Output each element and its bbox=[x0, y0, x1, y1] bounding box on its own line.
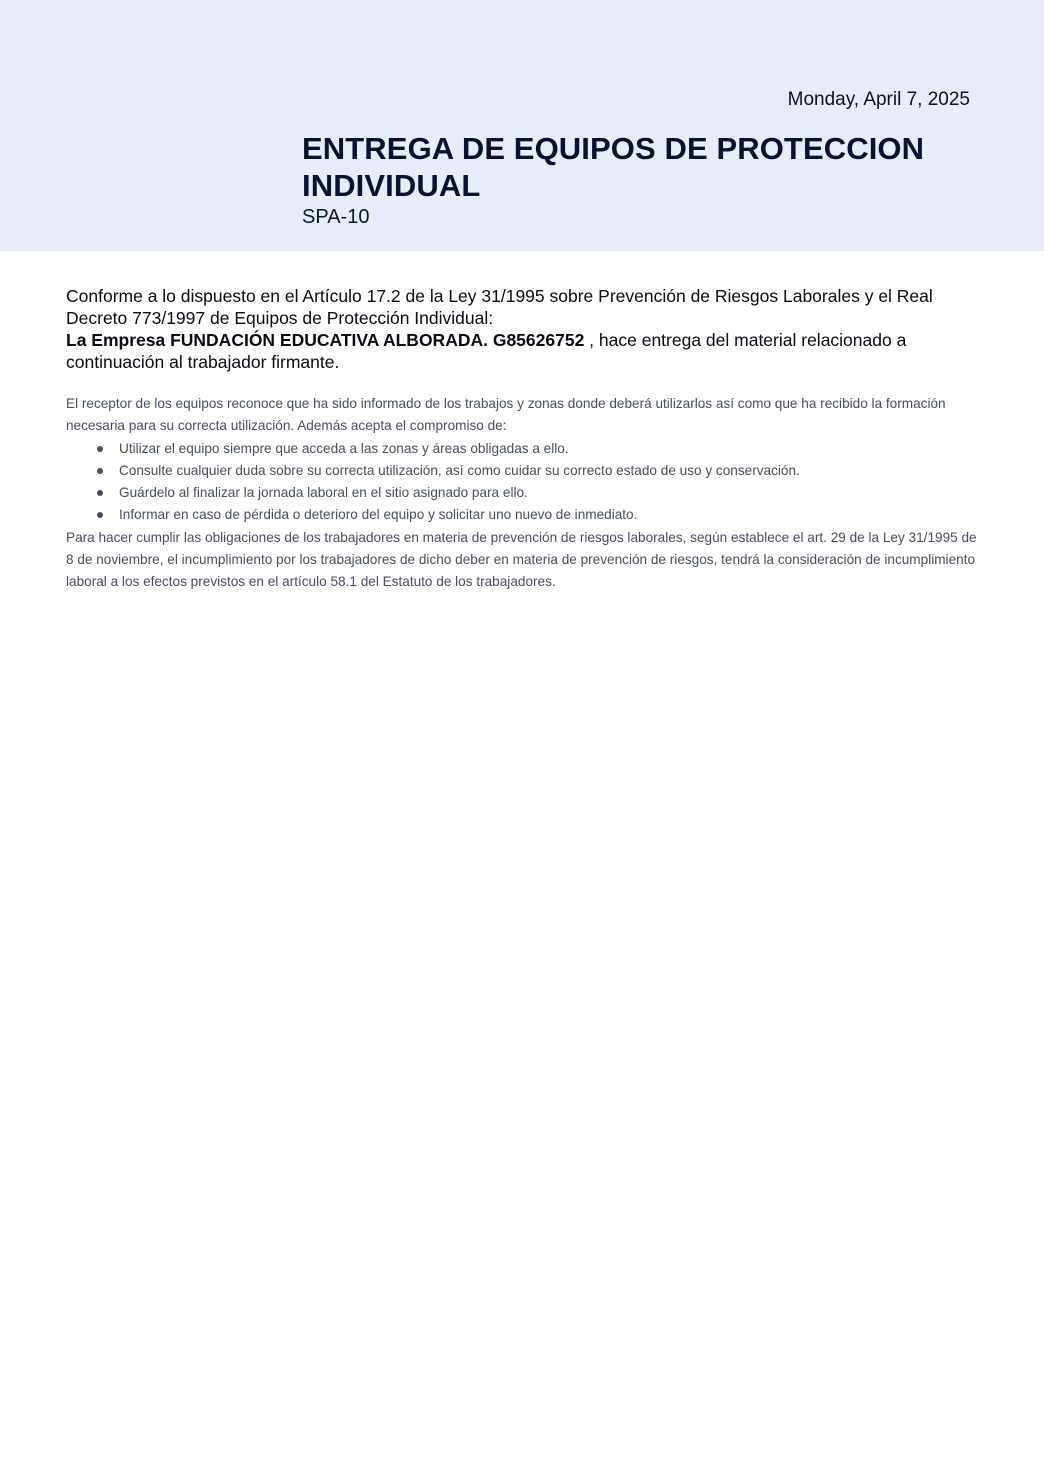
commitment-list bbox=[66, 438, 980, 527]
intro-delivery-text: , hace entrega del material relacionado a continuación al trabajador firmante. bbox=[66, 330, 907, 372]
bullet-icon bbox=[97, 446, 103, 452]
list-item-text: Informar en caso de pérdida o deterioro del equipo y solicitar uno nuevo de inmediato. bbox=[119, 507, 638, 523]
list-item-text: Utilizar el equipo siempre que acceda a las zonas y áreas obligadas a ello. bbox=[119, 440, 569, 456]
bullet-icon bbox=[97, 468, 103, 474]
notice-paragraph-commitment: El receptor de los equipos reconoce que ha sido informado de los trabajos y zonas donde deberá utilizarlos así como que ha recibido la formación necesaria para su correcta utilización. Además acepta el compromiso de: bbox=[66, 396, 946, 434]
intro-legal-reference: Conforme a lo dispuesto en el Artículo 17.2 de la Ley 31/1995 sobre Prevención de Riesgos Laborales y el Real Decreto 773/1997 de Equipos de Protección Individual: bbox=[66, 286, 933, 328]
title-block bbox=[302, 130, 942, 229]
notice-paragraph-obligations: Para hacer cumplir las obligaciones de los trabajadores en materia de prevención de riesgos laborales, según establece el art. 29 de la Ley 31/1995 de 8 de noviembre, el incumplimiento por los trabajadores de dicho deber en materia de prevención de riesgos, tendrá la consideración de incumplimiento laboral a los efectos previstos en el artículo 58.1 del Estatuto de los trabajadores. bbox=[66, 529, 977, 590]
document-code: SPA-10 bbox=[302, 206, 370, 228]
company-name: La Empresa FUNDACIÓN EDUCATIVA ALBORADA. G85626752 bbox=[66, 330, 585, 350]
intro-paragraph bbox=[66, 285, 980, 373]
list-item bbox=[119, 482, 980, 504]
document-title: ENTREGA DE EQUIPOS DE PROTECCION INDIVIDUAL bbox=[302, 131, 925, 203]
list-item-text: Consulte cualquier duda sobre su correcta utilización, así como cuidar su correcto estado de uso y conservación. bbox=[119, 462, 800, 478]
notice-section bbox=[66, 393, 980, 594]
bullet-icon bbox=[97, 490, 103, 496]
list-item bbox=[119, 438, 980, 460]
document-body bbox=[66, 285, 980, 594]
document-header bbox=[0, 0, 1044, 251]
document-date: Monday, April 7, 2025 bbox=[787, 89, 970, 110]
list-item bbox=[119, 460, 980, 482]
list-item bbox=[119, 504, 980, 526]
list-item-text: Guárdelo al finalizar la jornada laboral en el sitio asignado para ello. bbox=[119, 485, 528, 501]
bullet-icon bbox=[97, 512, 103, 518]
